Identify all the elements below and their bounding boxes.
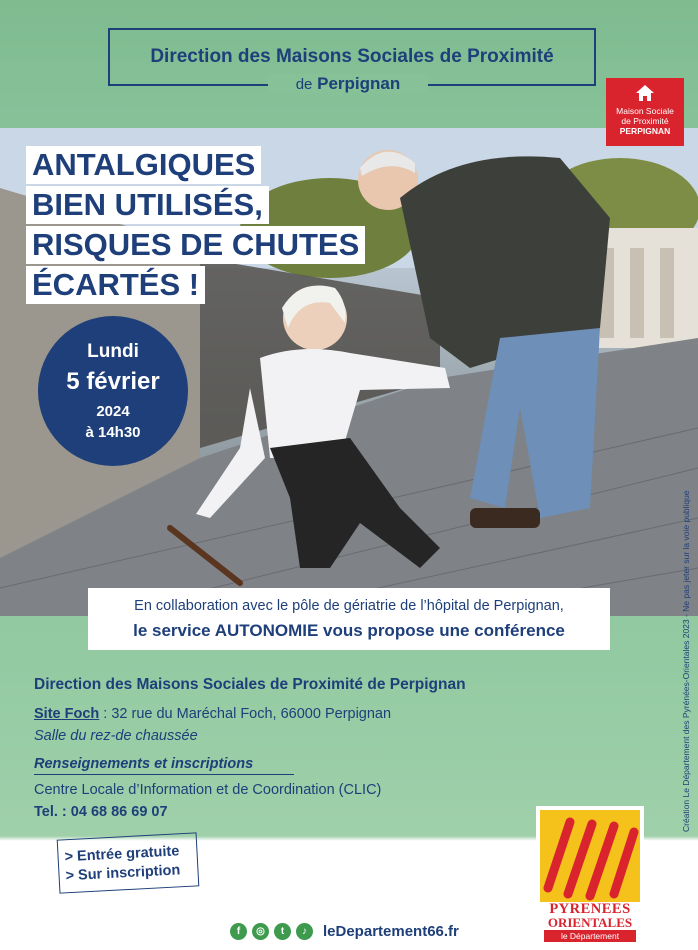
info-address-text: : 32 rue du Maréchal Foch, 66000 Perpignan [99, 706, 392, 722]
headline-line2: BIEN UTILISÉS, [26, 186, 269, 224]
date-date: 5 février [66, 368, 160, 395]
department-logo-emblem [540, 810, 640, 902]
house-icon [635, 84, 655, 102]
collaboration-line1: En collaboration avec le pôle de gériatrie de l’hôpital de Perpignan, [134, 598, 564, 614]
headline-line4: ÉCARTÉS ! [26, 266, 205, 304]
msp-logo-line3: PERPIGNAN [619, 126, 671, 136]
footer [230, 920, 459, 942]
info-clic: Centre Locale d’Information et de Coordination (CLIC) [34, 782, 382, 798]
department-logo-line1: PYRENEES [549, 901, 631, 917]
info-phone: Tel. : 04 68 86 69 07 [34, 804, 168, 820]
twitter-icon[interactable]: t [274, 923, 291, 940]
info-address [34, 706, 454, 722]
info-block [34, 676, 466, 820]
department-logo [536, 806, 644, 941]
date-time: à 14h30 [85, 424, 141, 441]
header-subtitle-prefix: de [295, 76, 313, 93]
headline [26, 146, 365, 306]
header-subtitle-city: Perpignan [317, 74, 401, 93]
msp-logo-line2: de Proximité [621, 116, 669, 126]
msp-logo-text [606, 106, 684, 136]
info-registration-title: Renseignements et inscriptions [34, 756, 294, 775]
info-room: Salle du rez-de chaussée [34, 728, 198, 744]
date-badge [38, 316, 188, 466]
facebook-icon[interactable]: f [230, 923, 247, 940]
headline-line3: RISQUES DE CHUTES [26, 226, 365, 264]
date-year: 2024 [96, 403, 130, 420]
msp-logo [606, 78, 684, 146]
collaboration-line2: le service AUTONOMIE vous propose une conférence [133, 621, 565, 640]
department-logo-line2: ORIENTALES [547, 915, 633, 930]
msp-logo-line1: Maison Sociale [616, 106, 674, 116]
entry-registration: > Sur inscription [65, 862, 181, 885]
department-logo-line3: le Département [544, 930, 636, 942]
entry-free: > Entrée gratuite [64, 843, 180, 866]
headline-line1: ANTALGIQUES [26, 146, 261, 184]
info-site-label: Site Foch [34, 706, 100, 722]
tiktok-icon[interactable]: ♪ [296, 923, 313, 940]
collaboration-box [88, 588, 610, 650]
instagram-icon[interactable]: ◎ [252, 923, 269, 940]
website-link[interactable]: leDepartement66.fr [323, 922, 459, 940]
info-org: Direction des Maisons Sociales de Proximité de Perpignan [34, 676, 466, 693]
entry-box [57, 832, 200, 893]
side-credit: Création Le Département des Pyrénées-Orientales 2023 - Ne pas jeter sur la voie publique [681, 490, 691, 832]
header-subtitle [268, 74, 428, 94]
date-day: Lundi [87, 341, 139, 362]
header-title: Direction des Maisons Sociales de Proximité [150, 46, 554, 67]
catalan-stripes-icon [540, 810, 640, 902]
